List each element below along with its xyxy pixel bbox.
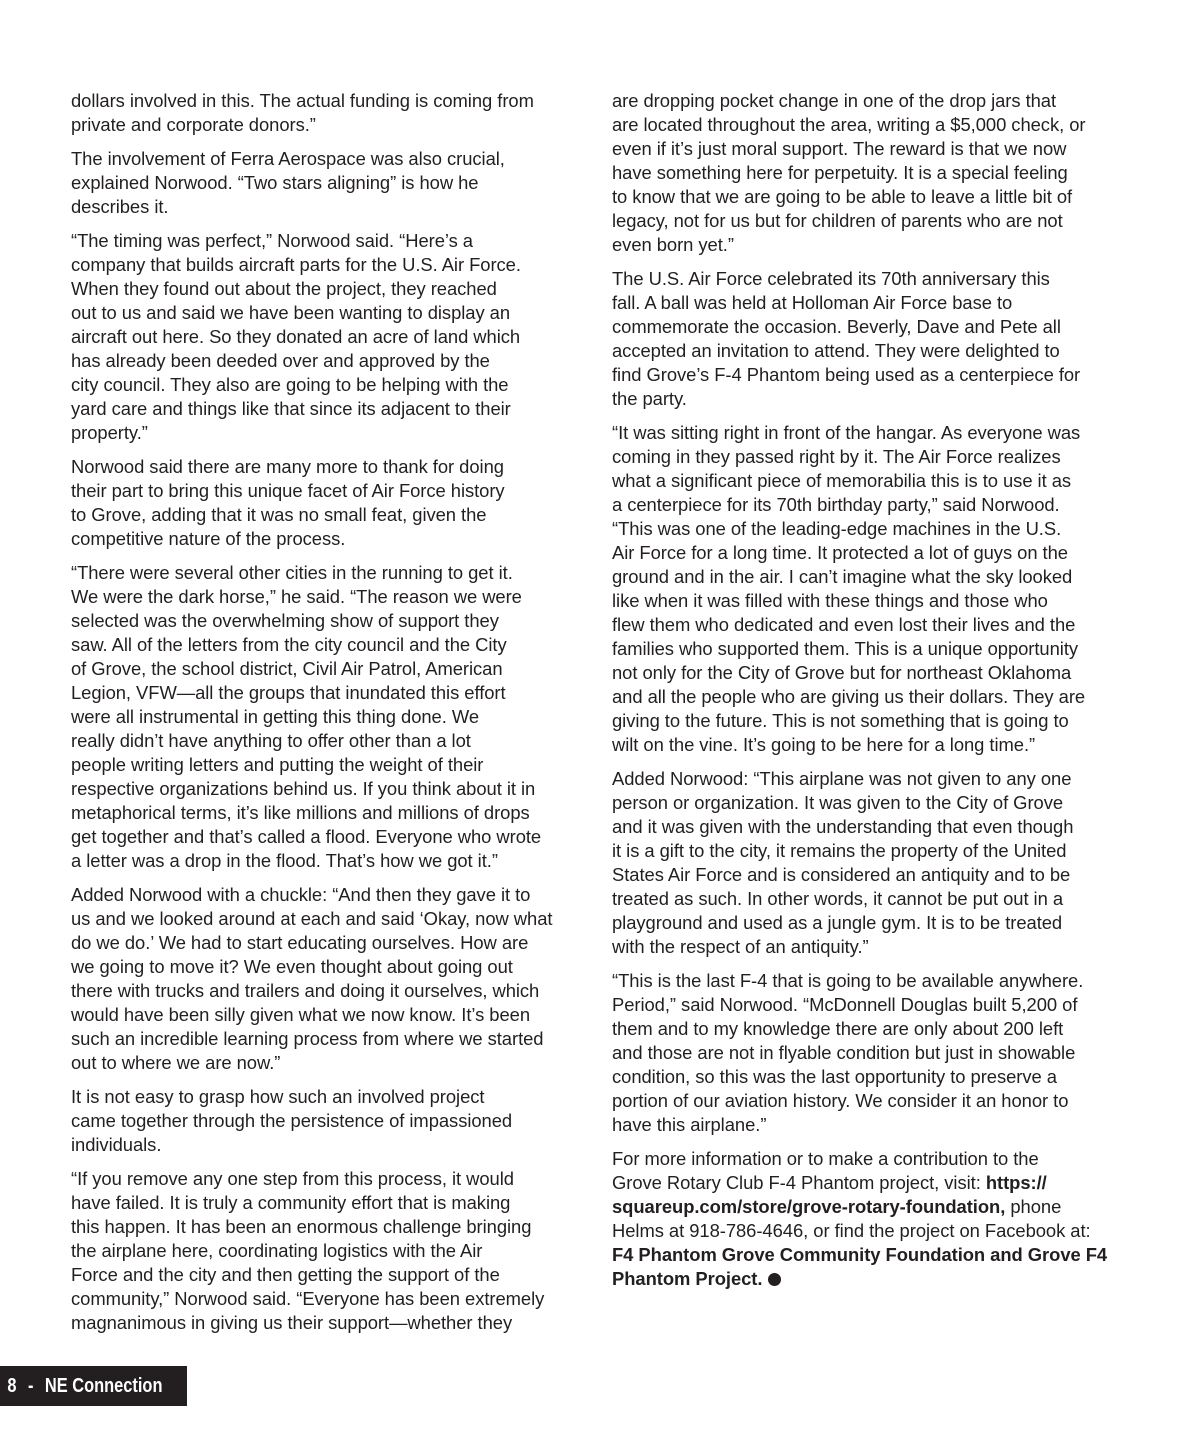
- facebook-page-name: F4 Phantom Grove Community Foundation and Grove F4 Phantom Project.: [612, 1244, 1108, 1289]
- article-right-column: [612, 89, 1140, 1301]
- footer-text: [0, 1375, 162, 1398]
- paragraph: Added Norwood: “This airplane was not given to any one person or organization. It was given to the City of Grove and it was given with the understanding that even though it is a gift to the city, it remains the property of the United States Air Force and is considered an antiquity and to be treated as such. In other words, it cannot be put out in a playground and used as a jungle gym. It is to be treated with the respect of an antiquity.”: [612, 768, 1074, 957]
- page-number: 8: [7, 1374, 17, 1397]
- paragraph: dollars involved in this. The actual funding is coming from private and corporate donors.”: [71, 90, 534, 135]
- paragraph: The U.S. Air Force celebrated its 70th anniversary this fall. A ball was held at Holloman Air Force base to commemorate the occasion. Beverly, Dave and Pete all accepted an invitation to attend. They were delighted to find Grove’s F-4 Phantom being used as a centerpiece for the party.: [612, 268, 1081, 409]
- paragraph: are dropping pocket change in one of the drop jars that are located throughout the area, writing a $5,000 check, or even if it’s just moral support. The reward is that we now have something here for perpetuity. It is a special feeling to know that we are going to be able to leave a little bit of legacy, not for us but for children of parents who are not even born yet.”: [612, 90, 1086, 255]
- publication-name: NE Connection: [44, 1374, 163, 1397]
- paragraph: Added Norwood with a chuckle: “And then they gave it to us and we looked around at each and said ‘Okay, now what do we do.’ We had to start educating ourselves. How are we going to move it? We even thought about going out there with trucks and trailers and doing it ourselves, which would have been silly given what we now know. It’s been such an incredible learning process from where we started out to where we are now.”: [71, 884, 553, 1073]
- project-url[interactable]: https:// squareup.com/store/grove-rotary-foundation,: [612, 1172, 1047, 1217]
- paragraph: “It was sitting right in front of the hangar. As everyone was coming in they passed right by it. The Air Force realizes what a significant piece of memorabilia this is to use it as a centerpiece for its 70th birthday party,” said Norwood. “This was one of the leading-edge machines in the U.S. Air Force for a long time. It protected a lot of guys on the ground and in the air. I can’t imagine what the sky looked like when it was filled with these things and those who flew them who dedicated and even lost their lives and the families who supported them. This is a unique opportunity not only for the City of Grove but for northeast Oklahoma and all the people who are giving us their dollars. They are giving to the future. This is not something that is going to wilt on the vine. It’s going to be here for a long time.”: [612, 422, 1086, 755]
- paragraph: “There were several other cities in the running to get it. We were the dark horse,” he said. “The reason we were selected was the overwhelming show of support they saw. All of the letters from the city council and the City of Grove, the school district, Civil Air Patrol, American Legion, VFW—all the groups that inundated this effort were all instrumental in getting this thing done. We really didn’t have anything to offer other than a lot people writing letters and putting the weight of their respective organizations behind us. If you think about it in metaphorical terms, it’s like millions and millions of drops get together and that’s called a flood. Everyone who wrote a letter was a drop in the flood. That’s how we got it.”: [71, 562, 542, 871]
- closing-paragraph: [612, 1147, 1140, 1291]
- paragraph: “The timing was perfect,” Norwood said. “Here’s a company that builds aircraft parts for the U.S. Air Force. When they found out about the project, they reached out to us and said we have been wanting to display an aircraft out here. So they donated an acre of land which has already been deeded over and approved by the city council. They also are going to be helping with the yard care and things like that since its adjacent to their property.”: [71, 230, 521, 443]
- paragraph: Norwood said there are many more to thank for doing their part to bring this unique facet of Air Force history to Grove, adding that it was no small feat, given the competitive nature of the process.: [71, 456, 505, 549]
- paragraph: The involvement of Ferra Aerospace was also crucial, explained Norwood. “Two stars aligning” is how he describes it.: [71, 148, 505, 217]
- closing-mid: phone Helms at 918-786-4646, or find the project on Facebook at:: [612, 1196, 1091, 1241]
- page-footer-tab: [0, 1366, 187, 1406]
- article-left-column: [71, 89, 591, 1345]
- end-of-article-bullet-icon: [768, 1273, 781, 1286]
- paragraph: “This is the last F-4 that is going to be available anywhere. Period,” said Norwood. “McDonnell Douglas built 5,200 of them and to my knowledge there are only about 200 left and those are not in flyable condition but just in showable condition, so this was the last opportunity to preserve a portion of our aviation history. We consider it an honor to have this airplane.”: [612, 970, 1084, 1135]
- closing-intro: For more information or to make a contribution to the Grove Rotary Club F-4 Phantom project, visit:: [612, 1148, 1039, 1193]
- paragraph: It is not easy to grasp how such an involved project came together through the persistence of impassioned individuals.: [71, 1086, 513, 1155]
- paragraph: “If you remove any one step from this process, it would have failed. It is truly a community effort that is making this happen. It has been an enormous challenge bringing the airplane here, coordinating logistics with the Air Force and the city and then getting the support of the community,” Norwood said. “Everyone has been extremely magnanimous in giving us their support—whether they: [71, 1168, 545, 1333]
- footer-separator: -: [27, 1374, 34, 1397]
